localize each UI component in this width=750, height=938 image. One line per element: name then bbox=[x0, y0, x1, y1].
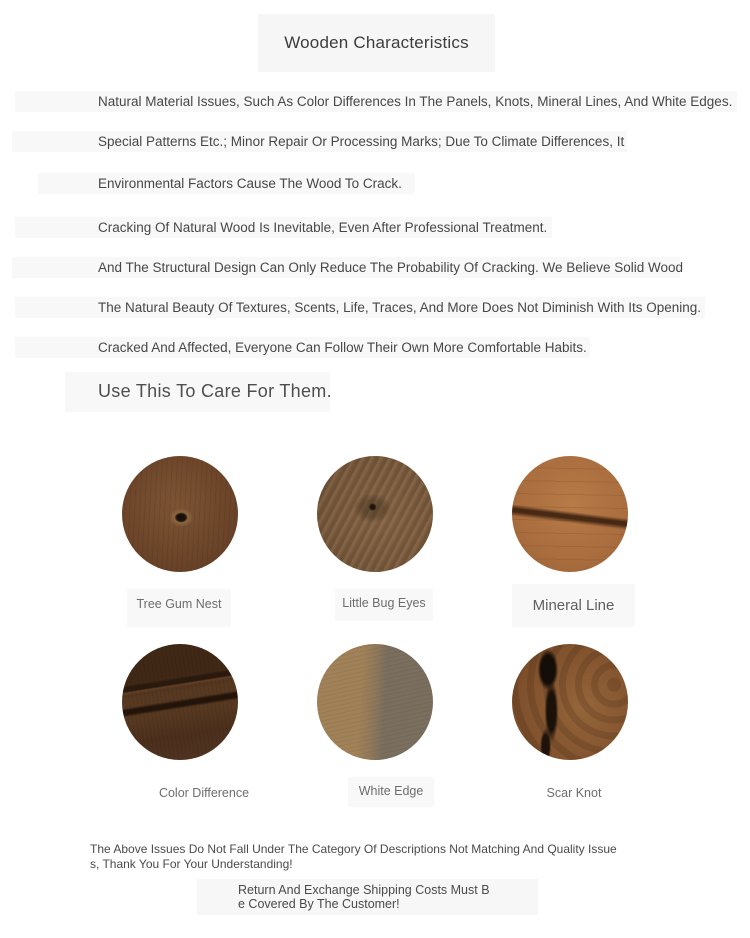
care-heading: Use This To Care For Them. bbox=[98, 381, 332, 401]
wood-label-mineral-line: Mineral Line bbox=[512, 584, 635, 627]
intro-text: Cracked And Affected, Everyone Can Follow Their Own More Comfortable Habits. bbox=[98, 340, 587, 355]
intro-line bbox=[0, 173, 750, 194]
intro-text: Cracking Of Natural Wood Is Inevitable, Even After Professional Treatment. bbox=[98, 220, 548, 235]
intro-text: Natural Material Issues, Such As Color Differences In The Panels, Knots, Mineral Lines, And White Edges. bbox=[98, 94, 733, 109]
intro-text: And The Structural Design Can Only Reduce The Probability Of Cracking. We Believe Solid Wood bbox=[98, 260, 684, 275]
shipping-line-2: e Covered By The Customer! bbox=[238, 897, 400, 911]
wood-label-color-difference: Color Difference bbox=[158, 786, 250, 800]
section-title-box bbox=[258, 14, 495, 72]
wood-label-white-edge: White Edge bbox=[348, 777, 434, 807]
wood-label-scar-knot: Scar Knot bbox=[546, 786, 602, 800]
intro-line bbox=[0, 297, 750, 318]
intro-text: Special Patterns Etc.; Minor Repair Or Processing Marks; Due To Climate Differences, It bbox=[98, 134, 625, 149]
wood-label-tree-gum-nest: Tree Gum Nest bbox=[127, 589, 231, 627]
intro-line bbox=[0, 257, 750, 278]
shipping-line-1: Return And Exchange Shipping Costs Must B bbox=[238, 883, 490, 897]
disclaimer-line-1: The Above Issues Do Not Fall Under The Category Of Descriptions Not Matching And Quality Issue bbox=[90, 842, 617, 856]
intro-text: The Natural Beauty Of Textures, Scents, Life, Traces, And More Does Not Diminish With Its Opening. bbox=[98, 300, 702, 315]
page-title: Wooden Characteristics bbox=[284, 33, 469, 52]
intro-line bbox=[0, 337, 750, 358]
shipping-note-box bbox=[197, 879, 538, 915]
shipping-note-text bbox=[238, 883, 490, 911]
wood-label-little-bug-eyes: Little Bug Eyes bbox=[335, 589, 433, 621]
intro-line bbox=[0, 131, 750, 152]
wood-photo-mineral-line bbox=[512, 456, 628, 572]
wood-photo-white-edge bbox=[317, 644, 433, 760]
wood-photo-color-difference bbox=[122, 644, 238, 760]
disclaimer-line-2: s, Thank You For Your Understanding! bbox=[90, 856, 293, 871]
intro-line bbox=[0, 217, 750, 238]
intro-line bbox=[0, 91, 750, 112]
intro-text: Environmental Factors Cause The Wood To Crack. bbox=[98, 176, 402, 191]
wood-photo-tree-gum-nest bbox=[122, 456, 238, 572]
disclaimer-text bbox=[90, 842, 617, 871]
wood-photo-scar-knot bbox=[512, 644, 628, 760]
wood-photo-little-bug-eyes bbox=[317, 456, 433, 572]
